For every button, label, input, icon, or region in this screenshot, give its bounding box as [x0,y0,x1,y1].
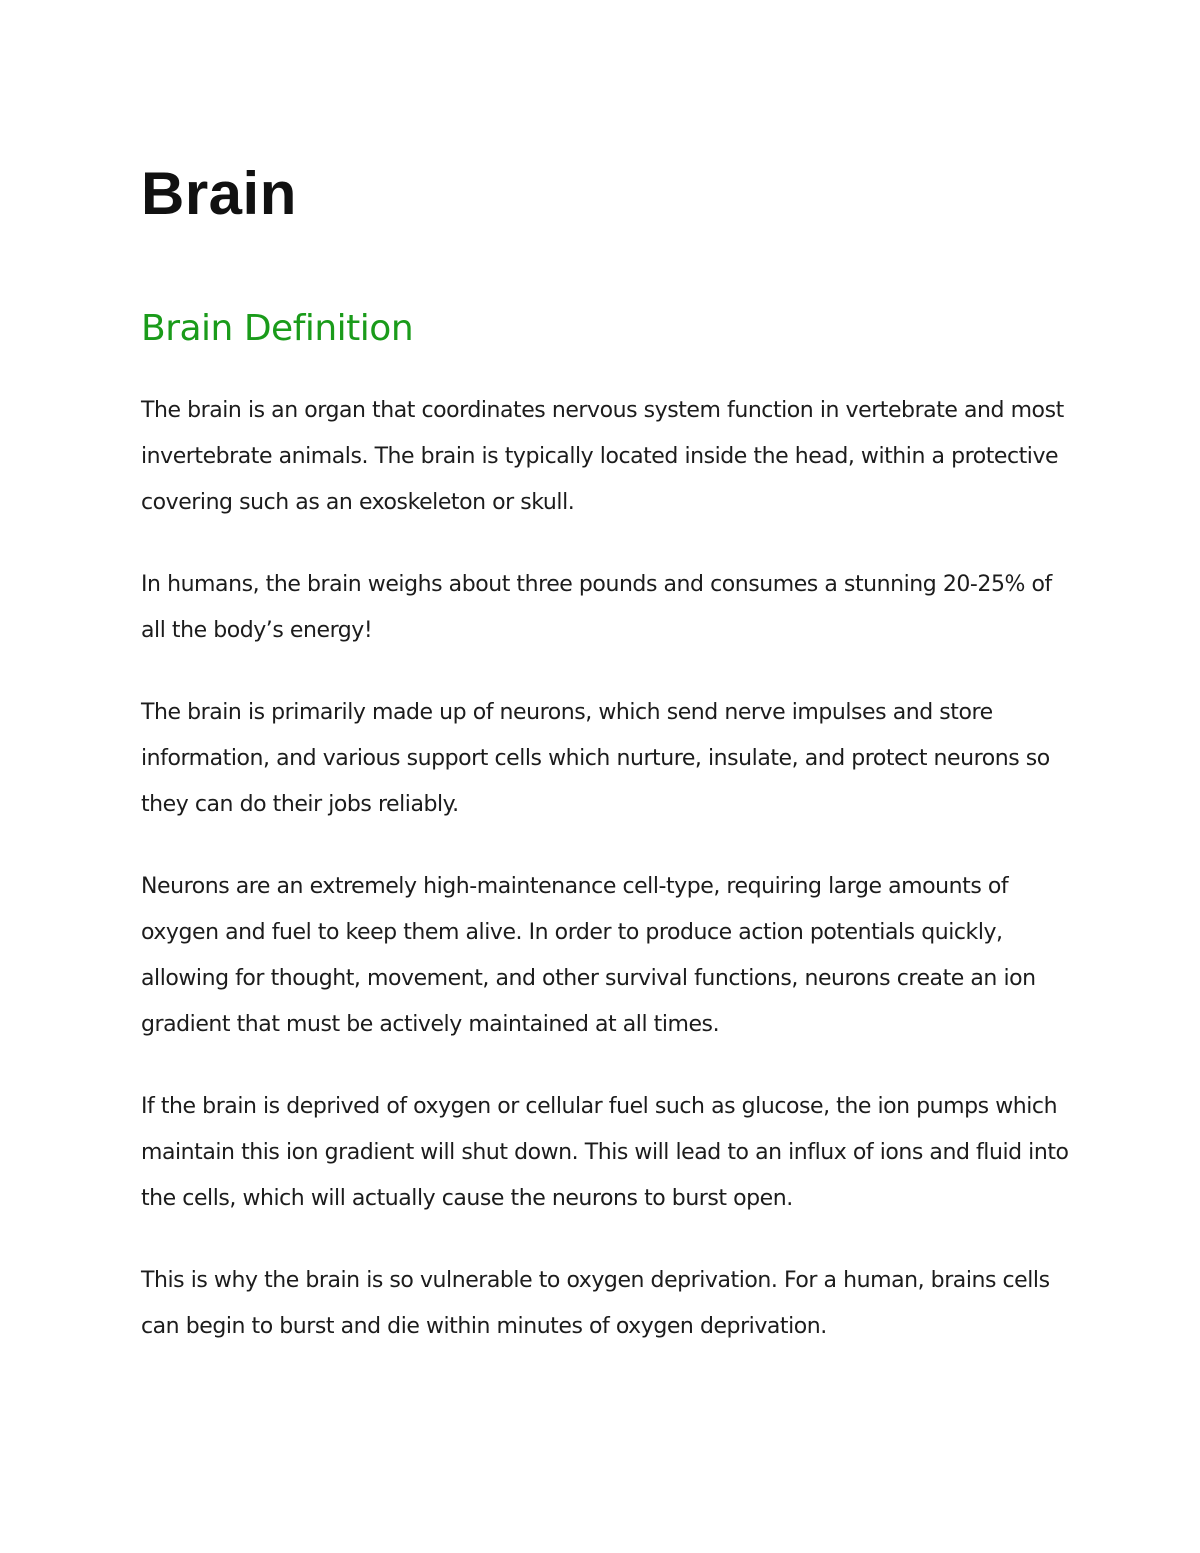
section-heading: Brain Definition [141,308,414,349]
paragraph: The brain is an organ that coordinates nervous system function in vertebrate and most invertebrate animals. The brain is typically located inside the head, within a protective covering such as an exoskeleton or skull. [141,398,1064,515]
document-body [141,388,1071,1386]
paragraph: In humans, the brain weighs about three pounds and consumes a stunning 20-25% of all the body’s energy! [141,572,1052,643]
page-title: Brain [141,160,297,227]
paragraph: Neurons are an extremely high-maintenance cell-type, requiring large amounts of oxygen and fuel to keep them alive. In order to produce action potentials quickly, allowing for thought, movement, and other survival functions, neurons create an ion gradient that must be actively maintained at all times. [141,874,1036,1037]
paragraph: This is why the brain is so vulnerable to oxygen deprivation. For a human, brains cells can begin to burst and die within minutes of oxygen deprivation. [141,1268,1050,1339]
paragraph: The brain is primarily made up of neurons, which send nerve impulses and store information, and various support cells which nurture, insulate, and protect neurons so they can do their jobs reliably. [141,700,1050,817]
paragraph: If the brain is deprived of oxygen or cellular fuel such as glucose, the ion pumps which maintain this ion gradient will shut down. This will lead to an influx of ions and fluid into the cells, which will actually cause the neurons to burst open. [141,1094,1069,1211]
